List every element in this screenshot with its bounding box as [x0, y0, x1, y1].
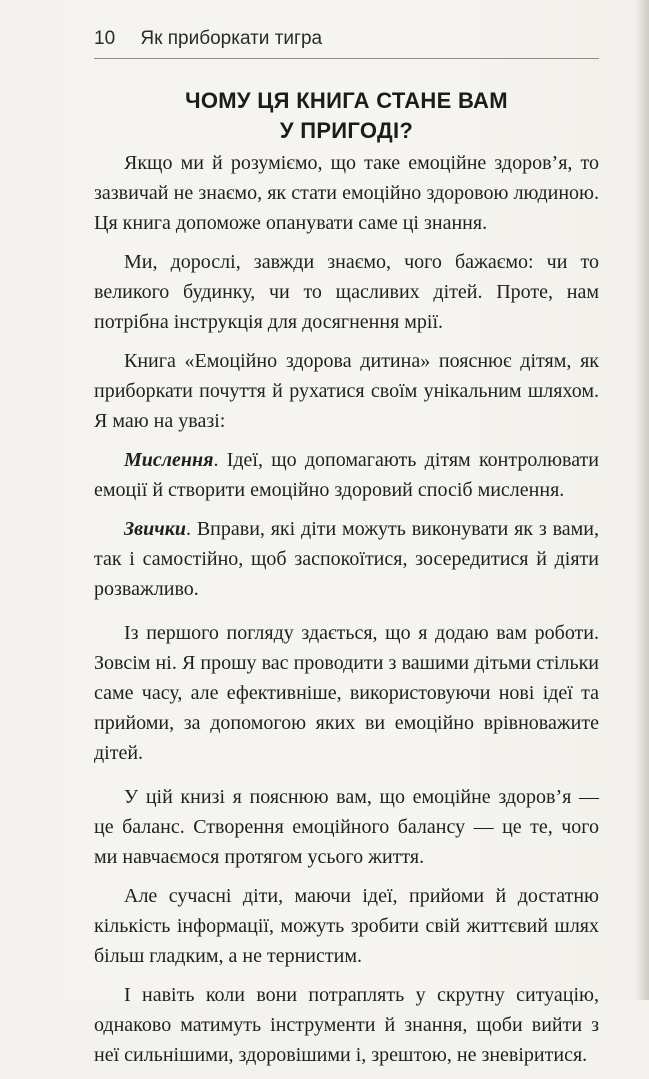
paragraph: Книга «Емоційно здорова дитина» пояснює дітям, як приборкати почуття й рухатися своїм унікальним шляхом. Я маю на увазі:: [94, 350, 599, 432]
paragraph: Із першого погляду здається, що я додаю вам роботи. Зовсім ні. Я прошу вас проводити з вашими дітьми стільки саме часу, але ефективніше, використовуючи нові ідеї та прийоми, за допомогою яких ви емоційно врівноважите дітей.: [94, 622, 599, 764]
paragraph: Але сучасні діти, маючи ідеї, прийоми й достатню кількість інформації, можуть зробити свій життєвий шлях більш гладким, а не тернистим.: [94, 885, 599, 967]
header-rule: [94, 58, 599, 59]
term-habits-text: . Вправи, які діти можуть виконувати як з вами, так і самостійно, щоб заспокоїтися, зосередитися й діяти розважливо.: [94, 518, 599, 600]
chapter-title-line-1: ЧОМУ ЦЯ КНИГА СТАНЕ ВАМ: [185, 88, 508, 113]
paragraph-habits: [94, 514, 599, 604]
page-edge-shadow: [635, 0, 649, 1000]
running-header: [94, 28, 322, 50]
paragraph-thinking: [94, 445, 599, 505]
paragraph: Ми, дорослі, завжди знаємо, чого бажаємо: чи то великого будинку, чи то щасливих дітей. Проте, нам потрібна інструкція для досягнення мрії.: [94, 251, 599, 333]
term-thinking-text: . Ідеї, що допомагають дітям контролювати емоції й створити емоційно здоровий спосіб мислення.: [94, 449, 599, 501]
running-title: Як приборкати тигра: [140, 28, 323, 49]
term-habits: Звички: [124, 518, 186, 540]
term-thinking: Мислення: [124, 449, 214, 471]
chapter-title-line-2: У ПРИГОДІ?: [279, 118, 414, 143]
chapter-title: [94, 86, 599, 146]
paragraph: У цій книзі я пояснюю вам, що емоційне здоров’я — це баланс. Створення емоційного балансу — це те, чого ми навчаємося протягом усього життя.: [94, 786, 599, 868]
page-number: 10: [94, 28, 116, 49]
body-text: [94, 148, 599, 1079]
paragraph: І навіть коли вони потраплять у скрутну ситуацію, однаково матимуть інструменти й знання, щоби вийти з неї сильнішими, здоровішими і, зрештою, не зневіритися.: [94, 984, 599, 1066]
paragraph: Якщо ми й розуміємо, що таке емоційне здоров’я, то зазвичай не знаємо, як стати емоційно здоровою людиною. Ця книга допоможе опанувати саме ці знання.: [94, 152, 599, 234]
